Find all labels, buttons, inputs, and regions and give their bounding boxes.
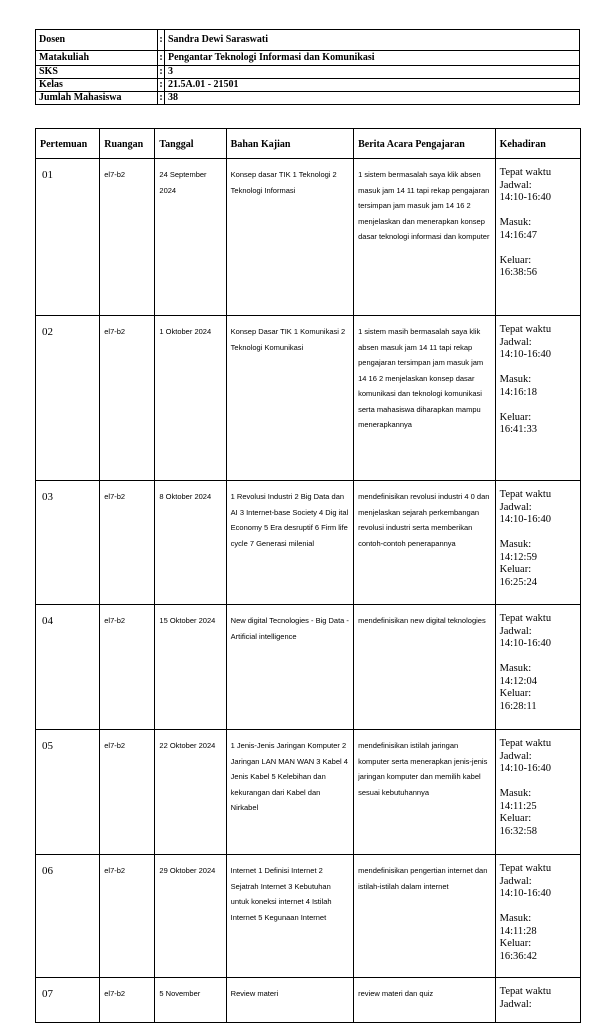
cell-bahan-kajian: New digital Tecnologies - Big Data -Artificial intelligence: [226, 605, 353, 730]
info-label: Dosen: [36, 30, 158, 51]
check-out-label: Keluar:: [499, 411, 532, 423]
cell-pertemuan: 01: [36, 159, 100, 316]
schedule-label: Jadwal:: [499, 625, 532, 637]
cell-pertemuan: 06: [36, 855, 100, 978]
schedule-time: 14:10-16:40: [499, 514, 551, 525]
table-row: [36, 605, 581, 730]
check-out-label: Keluar:: [499, 254, 532, 266]
info-row-sks: [36, 66, 580, 79]
cell-ruangan: el7-b2: [100, 481, 155, 605]
check-in-label: Masuk:: [499, 913, 532, 924]
cell-berita-acara: mendefinisikan pengertian internet dan istilah-istilah dalam internet: [354, 855, 496, 978]
info-separator: :: [159, 66, 163, 77]
info-label: SKS: [36, 66, 158, 79]
table-row: [36, 159, 581, 316]
check-out-label: Keluar:: [499, 564, 532, 575]
cell-berita-acara: 1 sistem bermasalah saya klik absen masuk jam 14 11 tapi rekap pengajaran tersimpan jam masuk jam 14 16 2 menjelaskan dan menerapkan konsep dasar teknologi informasi dan komputer: [354, 159, 496, 316]
cell-tanggal: 5 November: [155, 978, 226, 1023]
check-out-time: 16:28:11: [499, 700, 537, 712]
check-out-time: 16:25:24: [499, 576, 537, 588]
course-info-table: [35, 29, 580, 105]
check-in-time: 14:16:47: [499, 229, 537, 241]
cell-kehadiran: [495, 730, 580, 855]
cell-kehadiran: [495, 978, 580, 1023]
info-label: Matakuliah: [36, 51, 158, 66]
info-value: 21.5A.01 - 21501: [165, 79, 580, 92]
schedule-time: 14:10-16:40: [499, 192, 551, 203]
check-in-label: Masuk:: [499, 788, 532, 799]
cell-kehadiran: [495, 316, 580, 481]
header-kehadiran: Kehadiran: [495, 129, 580, 159]
check-in-label: Masuk:: [499, 374, 532, 385]
attendance-status: Tepat waktu: [499, 738, 552, 749]
header-tanggal: Tanggal: [155, 129, 226, 159]
cell-berita-acara: mendefinisikan revolusi industri 4 0 dan menjelaskan sejarah perkembangan revolusi industri serta memberikan contoh-contoh penerapannya: [354, 481, 496, 605]
check-in-label: Masuk:: [499, 539, 532, 550]
info-row-dosen: [36, 30, 580, 51]
schedule-label: Jadwal:: [499, 179, 532, 191]
info-separator: :: [159, 92, 163, 103]
schedule-time: 14:10-16:40: [499, 763, 551, 774]
info-row-kelas: [36, 79, 580, 92]
check-in-time: 14:11:25: [499, 800, 537, 812]
cell-kehadiran: [495, 159, 580, 316]
check-out-time: 16:36:42: [499, 950, 537, 962]
table-row: [36, 978, 581, 1023]
attendance-status: Tepat waktu: [499, 324, 552, 335]
schedule-label: Jadwal:: [499, 336, 532, 348]
info-row-jumlah-mahasiswa: [36, 92, 580, 105]
info-value: 3: [165, 66, 580, 79]
check-in-label: Masuk:: [499, 217, 532, 228]
cell-bahan-kajian: Internet 1 Definisi Internet 2 Sejatrah Internet 3 Kebutuhan untuk koneksi internet 4 Istilah Internet 5 Kegunaan Internet: [226, 855, 353, 978]
schedule-time: 14:10-16:40: [499, 888, 551, 899]
info-value: Sandra Dewi Saraswati: [165, 30, 580, 51]
schedule-label: Jadwal:: [499, 875, 532, 887]
header-bahan-kajian: Bahan Kajian: [226, 129, 353, 159]
table-row: [36, 316, 581, 481]
cell-berita-acara: 1 sistem masih bermasalah saya klik absen masuk jam 14 11 tapi rekap pengajaran tersimpan jam masuk jam 14 16 2 menjelaskan konsep dasar komunikasi dan teknologi komunikasi serta mahasiswa diharapkan mampu menerapkannya: [354, 316, 496, 481]
info-separator: :: [158, 51, 165, 66]
cell-kehadiran: [495, 605, 580, 730]
table-header-row: [36, 129, 581, 159]
check-out-time: 16:38:56: [499, 267, 537, 278]
header-ruangan: Ruangan: [100, 129, 155, 159]
cell-bahan-kajian: 1 Revolusi Industri 2 Big Data dan AI 3 Internet-base Society 4 Dig ital Economy 5 Era desruptif 6 Firm life cycle 7 Generasi milenial: [226, 481, 353, 605]
attendance-status: Tepat waktu: [499, 613, 552, 624]
table-row: [36, 730, 581, 855]
info-label: Kelas: [36, 79, 158, 92]
schedule-label: Jadwal:: [499, 501, 532, 513]
cell-berita-acara: review materi dan quiz: [354, 978, 496, 1023]
check-in-label: Masuk:: [499, 663, 532, 674]
cell-berita-acara: mendefinisikan new digital teknologies: [354, 605, 496, 730]
cell-bahan-kajian: Konsep dasar TIK 1 Teknologi 2 Teknologi Informasi: [226, 159, 353, 316]
cell-tanggal: 15 Oktober 2024: [155, 605, 226, 730]
cell-pertemuan: 03: [36, 481, 100, 605]
cell-ruangan: el7-b2: [100, 978, 155, 1023]
attendance-status: Tepat waktu: [499, 986, 552, 997]
cell-berita-acara: mendefinisikan istilah jaringan komputer serta menerapkan jenis-jenis jaringan komputer dan memilih kabel sesuai kebutuhannya: [354, 730, 496, 855]
cell-kehadiran: [495, 481, 580, 605]
attendance-status: Tepat waktu: [499, 167, 552, 178]
check-out-time: 16:32:58: [499, 825, 537, 837]
info-row-matakuliah: [36, 51, 580, 66]
check-out-label: Keluar:: [499, 813, 532, 824]
cell-pertemuan: 07: [36, 978, 100, 1023]
schedule-label: Jadwal:: [499, 998, 532, 1010]
check-in-time: 14:16:18: [499, 386, 537, 398]
schedule-time: 14:10-16:40: [499, 638, 551, 649]
schedule-time: 14:10-16:40: [499, 349, 551, 360]
info-value: Pengantar Teknologi Informasi dan Komunikasi: [165, 51, 580, 66]
cell-ruangan: el7-b2: [100, 316, 155, 481]
check-in-time: 14:12:04: [499, 675, 537, 687]
cell-tanggal: 8 Oktober 2024: [155, 481, 226, 605]
cell-ruangan: el7-b2: [100, 855, 155, 978]
info-value: 38: [165, 92, 580, 105]
info-label: Jumlah Mahasiswa: [36, 92, 158, 105]
cell-pertemuan: 02: [36, 316, 100, 481]
header-pertemuan: Pertemuan: [36, 129, 100, 159]
cell-tanggal: 22 Oktober 2024: [155, 730, 226, 855]
table-row: [36, 481, 581, 605]
check-in-time: 14:11:28: [499, 925, 537, 937]
schedule-label: Jadwal:: [499, 750, 532, 762]
attendance-status: Tepat waktu: [499, 863, 552, 874]
cell-tanggal: 24 September 2024: [155, 159, 226, 316]
check-out-label: Keluar:: [499, 938, 532, 949]
info-separator: :: [159, 79, 163, 90]
cell-ruangan: el7-b2: [100, 159, 155, 316]
header-berita-acara: Berita Acara Pengajaran: [354, 129, 496, 159]
cell-tanggal: 1 Oktober 2024: [155, 316, 226, 481]
attendance-status: Tepat waktu: [499, 489, 552, 500]
cell-kehadiran: [495, 855, 580, 978]
cell-ruangan: el7-b2: [100, 605, 155, 730]
check-in-time: 14:12:59: [499, 551, 537, 563]
check-out-time: 16:41:33: [499, 424, 537, 435]
table-row: [36, 855, 581, 978]
teaching-log-table: [35, 128, 581, 1023]
check-out-label: Keluar:: [499, 688, 532, 699]
cell-bahan-kajian: Review materi: [226, 978, 353, 1023]
cell-pertemuan: 05: [36, 730, 100, 855]
cell-tanggal: 29 Oktober 2024: [155, 855, 226, 978]
cell-pertemuan: 04: [36, 605, 100, 730]
cell-ruangan: el7-b2: [100, 730, 155, 855]
cell-bahan-kajian: Konsep Dasar TIK 1 Komunikasi 2 Teknologi Komunikasi: [226, 316, 353, 481]
cell-bahan-kajian: 1 Jenis-Jenis Jaringan Komputer 2 Jaringan LAN MAN WAN 3 Kabel 4 Jenis Kabel 5 Kelebihan dan kekurangan dari Kabel dan Nirkabel: [226, 730, 353, 855]
info-separator: :: [158, 30, 165, 51]
